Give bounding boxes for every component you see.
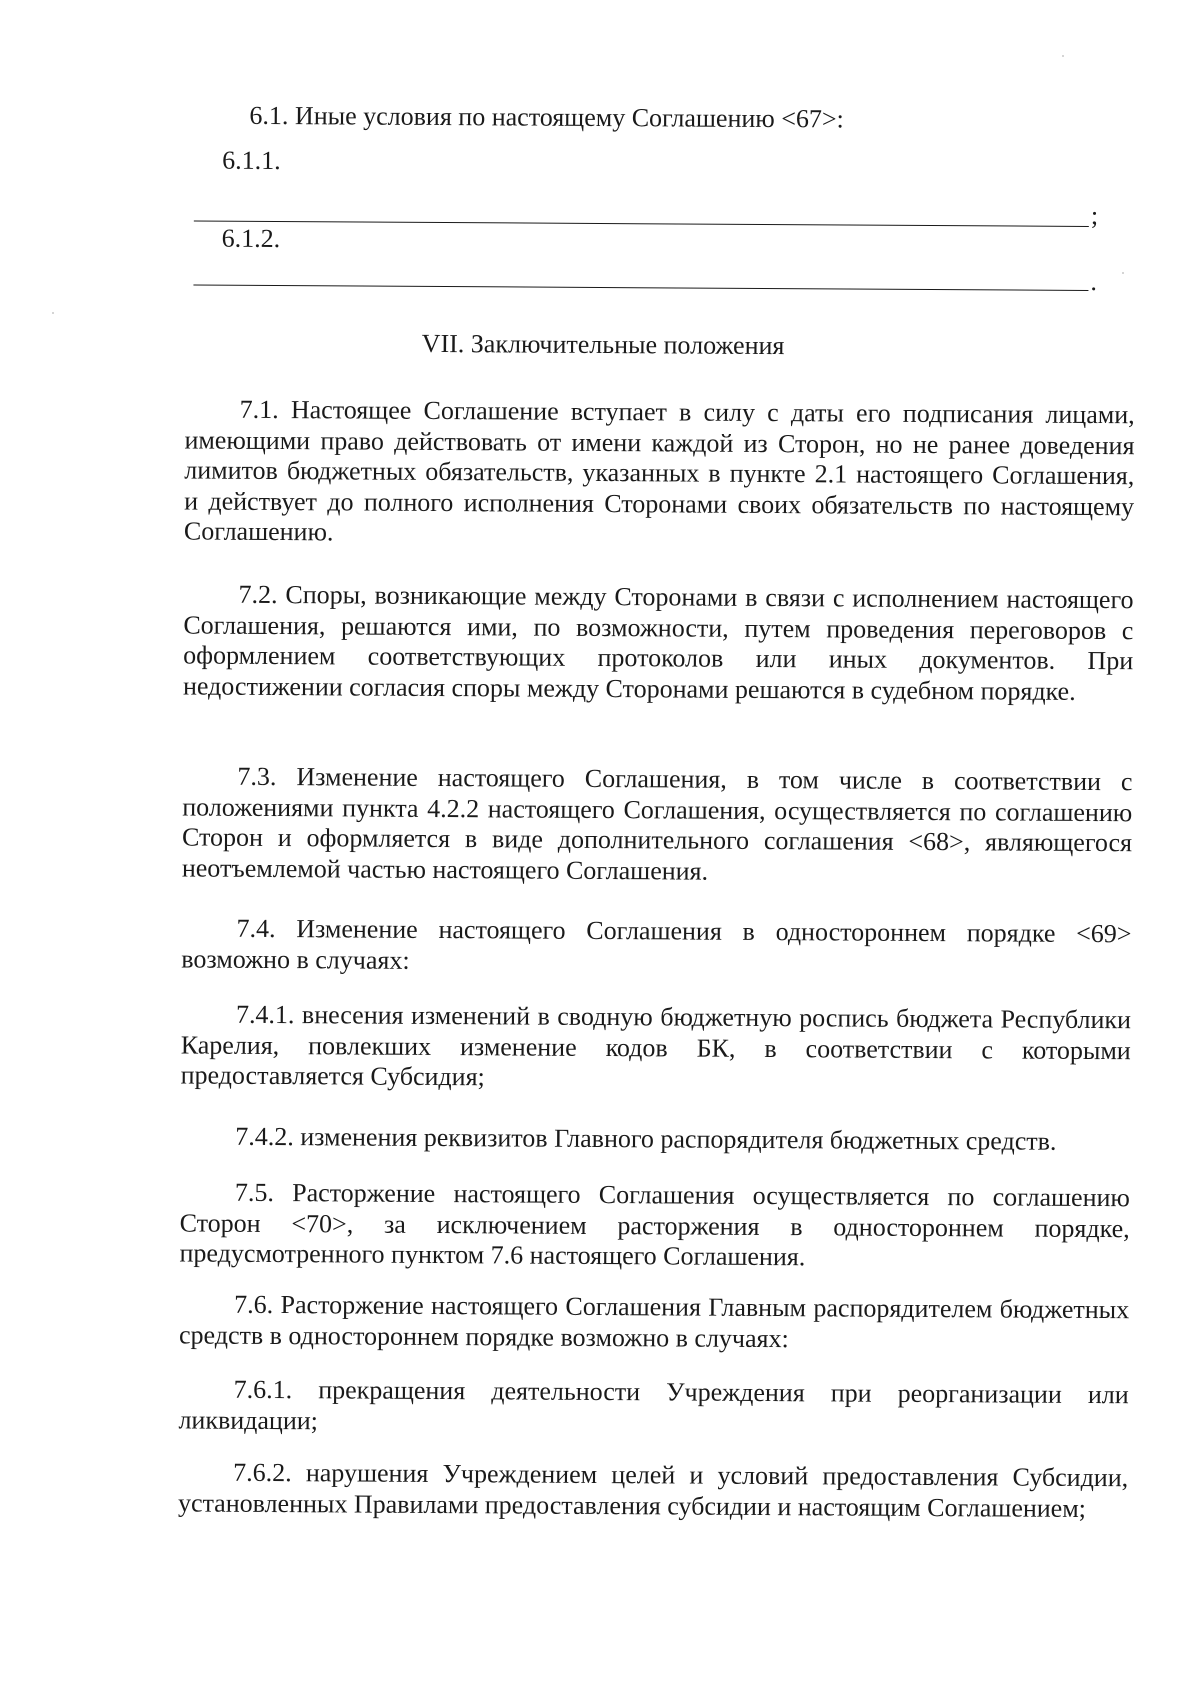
clause-7-6-2: 7.6.2. нарушения Учреждением целей и условий предоставления Субсидии, установленных Правилами предоставления субсидии и настоящим Соглашением; (177, 1457, 1129, 1523)
clause-7-2: 7.2. Споры, возникающие между Сторонами в связи с исполнением настоящего Соглашения, решаются ими, по возможности, путем проведения переговоров с оформлением соответствующих протоколов или иных документов. При недостижении согласия споры между Сторонами решаются в судебном порядке. (182, 579, 1134, 706)
clause-6-1-2-end-mark: . (1090, 266, 1098, 297)
clause-7-5: 7.5. Расторжение настоящего Соглашения осуществляется по соглашению Сторон <70>, за исключением расторжения в одностороннем порядке, предусмотренного пунктом 7.6 настоящего Соглашения. (179, 1177, 1130, 1272)
clause-6-1-2-label: 6.1.2. (221, 223, 281, 254)
clause-7-1: 7.1. Настоящее Соглашение вступает в силу с даты его подписания лицами, имеющими право действовать от имени каждой из Сторон, но не ранее доведения лимитов бюджетных обязательств, указанных в пункте 2.1 настоящего Соглашения, и действует до полного исполнения Сторонами своих обязательств по настоящему Соглашению. (183, 394, 1135, 547)
clause-7-4-2: 7.4.2. изменения реквизитов Главного распорядителя бюджетных средств. (235, 1121, 1057, 1156)
clause-6-1: 6.1. Иные условия по настоящему Соглашению <67>: (249, 100, 844, 134)
clause-7-6-1: 7.6.1. прекращения деятельности Учреждения при реорганизации или ликвидации; (178, 1374, 1129, 1435)
clause-7-3: 7.3. Изменение настоящего Соглашения, в том числе в соответствии с положениями пункта 4.2.2 настоящего Соглашения, осуществляется по соглашению Сторон и оформляется в виде дополнительного соглашения <68>, являющегося неотъемлемой частью настоящего Соглашения. (181, 761, 1133, 886)
clause-6-1-2-blank-line (193, 285, 1088, 291)
clause-7-6: 7.6. Расторжение настоящего Соглашения Главным распорядителем бюджетных средств в одностороннем порядке возможно в случаях: (178, 1289, 1130, 1353)
clause-6-1-1-label: 6.1.1. (222, 145, 281, 176)
scan-speck (1062, 55, 1064, 57)
clause-6-1-1-end-mark: ; (1090, 200, 1099, 231)
scan-speck (52, 312, 54, 314)
clause-6-1-1-blank-line (194, 221, 1089, 227)
scan-speck (1122, 272, 1124, 274)
clause-7-4: 7.4. Изменение настоящего Соглашения в одностороннем порядке <69> возможно в случаях: (181, 913, 1132, 975)
section-7-heading: VII. Заключительные положения (421, 328, 785, 361)
clause-7-4-1: 7.4.1. внесения изменений в сводную бюджетную роспись бюджета Республики Карелия, повлекших изменение кодов БК, в соответствии с которыми предоставляется Субсидия; (180, 999, 1132, 1092)
